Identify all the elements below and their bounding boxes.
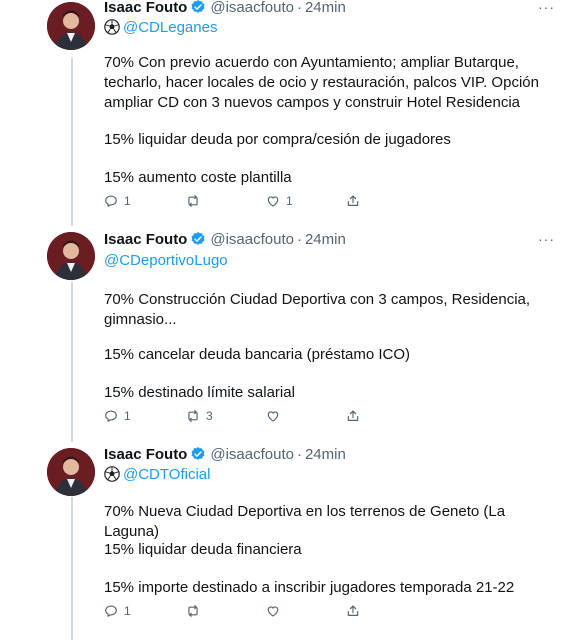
retweet-count: 3 bbox=[206, 409, 213, 423]
tweet[interactable] bbox=[0, 0, 587, 220]
reply-button[interactable] bbox=[104, 193, 131, 209]
more-options-icon[interactable]: ··· bbox=[538, 0, 555, 15]
more-options-icon[interactable]: ··· bbox=[538, 231, 555, 247]
reply-icon bbox=[104, 604, 118, 618]
soccer-ball-icon bbox=[104, 466, 120, 482]
reply-icon bbox=[104, 409, 118, 423]
separator-dot: · bbox=[296, 230, 302, 248]
reply-icon bbox=[104, 194, 118, 208]
mention-line bbox=[104, 250, 228, 270]
retweet-icon bbox=[186, 604, 200, 618]
retweet-button[interactable] bbox=[186, 603, 206, 619]
timestamp[interactable]: 24min bbox=[304, 0, 346, 16]
tweet-paragraph: 15% aumento coste plantilla bbox=[104, 169, 292, 186]
avatar[interactable] bbox=[47, 2, 95, 50]
author-handle[interactable]: @isaacfouto bbox=[210, 445, 294, 463]
tweet-header bbox=[104, 444, 346, 464]
reply-count: 1 bbox=[124, 604, 131, 618]
timestamp[interactable]: 24min bbox=[304, 445, 346, 463]
tweet-actions bbox=[104, 408, 374, 424]
tweet[interactable] bbox=[0, 436, 587, 640]
soccer-ball-icon bbox=[104, 19, 120, 35]
reply-button[interactable] bbox=[104, 408, 131, 424]
retweet-icon bbox=[186, 194, 200, 208]
verified-badge-icon bbox=[190, 446, 206, 462]
heart-icon bbox=[266, 604, 280, 618]
like-button[interactable] bbox=[266, 408, 286, 424]
retweet-button[interactable] bbox=[186, 193, 206, 209]
tweet-paragraph: 70% Con previo acuerdo con Ayuntamiento; ampliar Butarque, techarlo, hacer locales de ocio y restauración, palcos VIP. Opción ampliar CD con 3 nuevos campos y construir Hotel Residencia bbox=[104, 54, 539, 111]
mention-line bbox=[104, 17, 217, 37]
heart-icon bbox=[266, 409, 280, 423]
like-count: 1 bbox=[286, 194, 293, 208]
mention-link[interactable]: @CDTOficial bbox=[123, 465, 211, 483]
tweet-paragraph: 70% Construcción Ciudad Deportiva con 3 campos, Residencia, gimnasio... bbox=[104, 291, 531, 328]
author-handle[interactable]: @isaacfouto bbox=[210, 230, 294, 248]
tweet-header bbox=[104, 229, 346, 249]
reply-count: 1 bbox=[124, 194, 131, 208]
mention-link[interactable]: @CDeportivoLugo bbox=[104, 251, 228, 269]
author-handle[interactable]: @isaacfouto bbox=[210, 0, 294, 16]
tweet-paragraph: 15% liquidar deuda por compra/cesión de jugadores bbox=[104, 131, 451, 148]
author-name[interactable]: Isaac Fouto bbox=[104, 230, 188, 248]
tweet-actions bbox=[104, 603, 374, 619]
share-button[interactable] bbox=[346, 603, 360, 619]
author-name[interactable]: Isaac Fouto bbox=[104, 445, 188, 463]
separator-dot: · bbox=[296, 0, 302, 16]
tweet-paragraph: 15% destinado límite salarial bbox=[104, 384, 295, 401]
heart-icon bbox=[266, 194, 280, 208]
share-button[interactable] bbox=[346, 408, 360, 424]
avatar[interactable] bbox=[47, 448, 95, 496]
verified-badge-icon bbox=[190, 231, 206, 247]
tweet-paragraph: 15% liquidar deuda financiera bbox=[104, 541, 302, 558]
verified-badge-icon bbox=[190, 0, 206, 15]
author-name[interactable]: Isaac Fouto bbox=[104, 0, 188, 16]
share-icon bbox=[346, 194, 360, 208]
tweet-paragraph: 15% cancelar deuda bancaria (préstamo ICO) bbox=[104, 346, 410, 363]
share-icon bbox=[346, 409, 360, 423]
tweet-actions bbox=[104, 193, 374, 209]
share-icon bbox=[346, 604, 360, 618]
tweet[interactable] bbox=[0, 222, 587, 436]
tweet-paragraph: 15% importe destinado a inscribir jugadores temporada 21-22 bbox=[104, 579, 515, 596]
retweet-icon bbox=[186, 409, 200, 423]
like-button[interactable] bbox=[266, 193, 293, 209]
like-button[interactable] bbox=[266, 603, 286, 619]
retweet-button[interactable] bbox=[186, 408, 213, 424]
reply-button[interactable] bbox=[104, 603, 131, 619]
timestamp[interactable]: 24min bbox=[304, 230, 346, 248]
reply-count: 1 bbox=[124, 409, 131, 423]
tweet-paragraph: 70% Nueva Ciudad Deportiva en los terrenos de Geneto (La Laguna) bbox=[104, 503, 506, 540]
mention-link[interactable]: @CDLeganes bbox=[123, 18, 218, 36]
avatar[interactable] bbox=[47, 232, 95, 280]
tweet-header bbox=[104, 0, 346, 17]
separator-dot: · bbox=[296, 445, 302, 463]
share-button[interactable] bbox=[346, 193, 360, 209]
mention-line bbox=[104, 464, 210, 484]
